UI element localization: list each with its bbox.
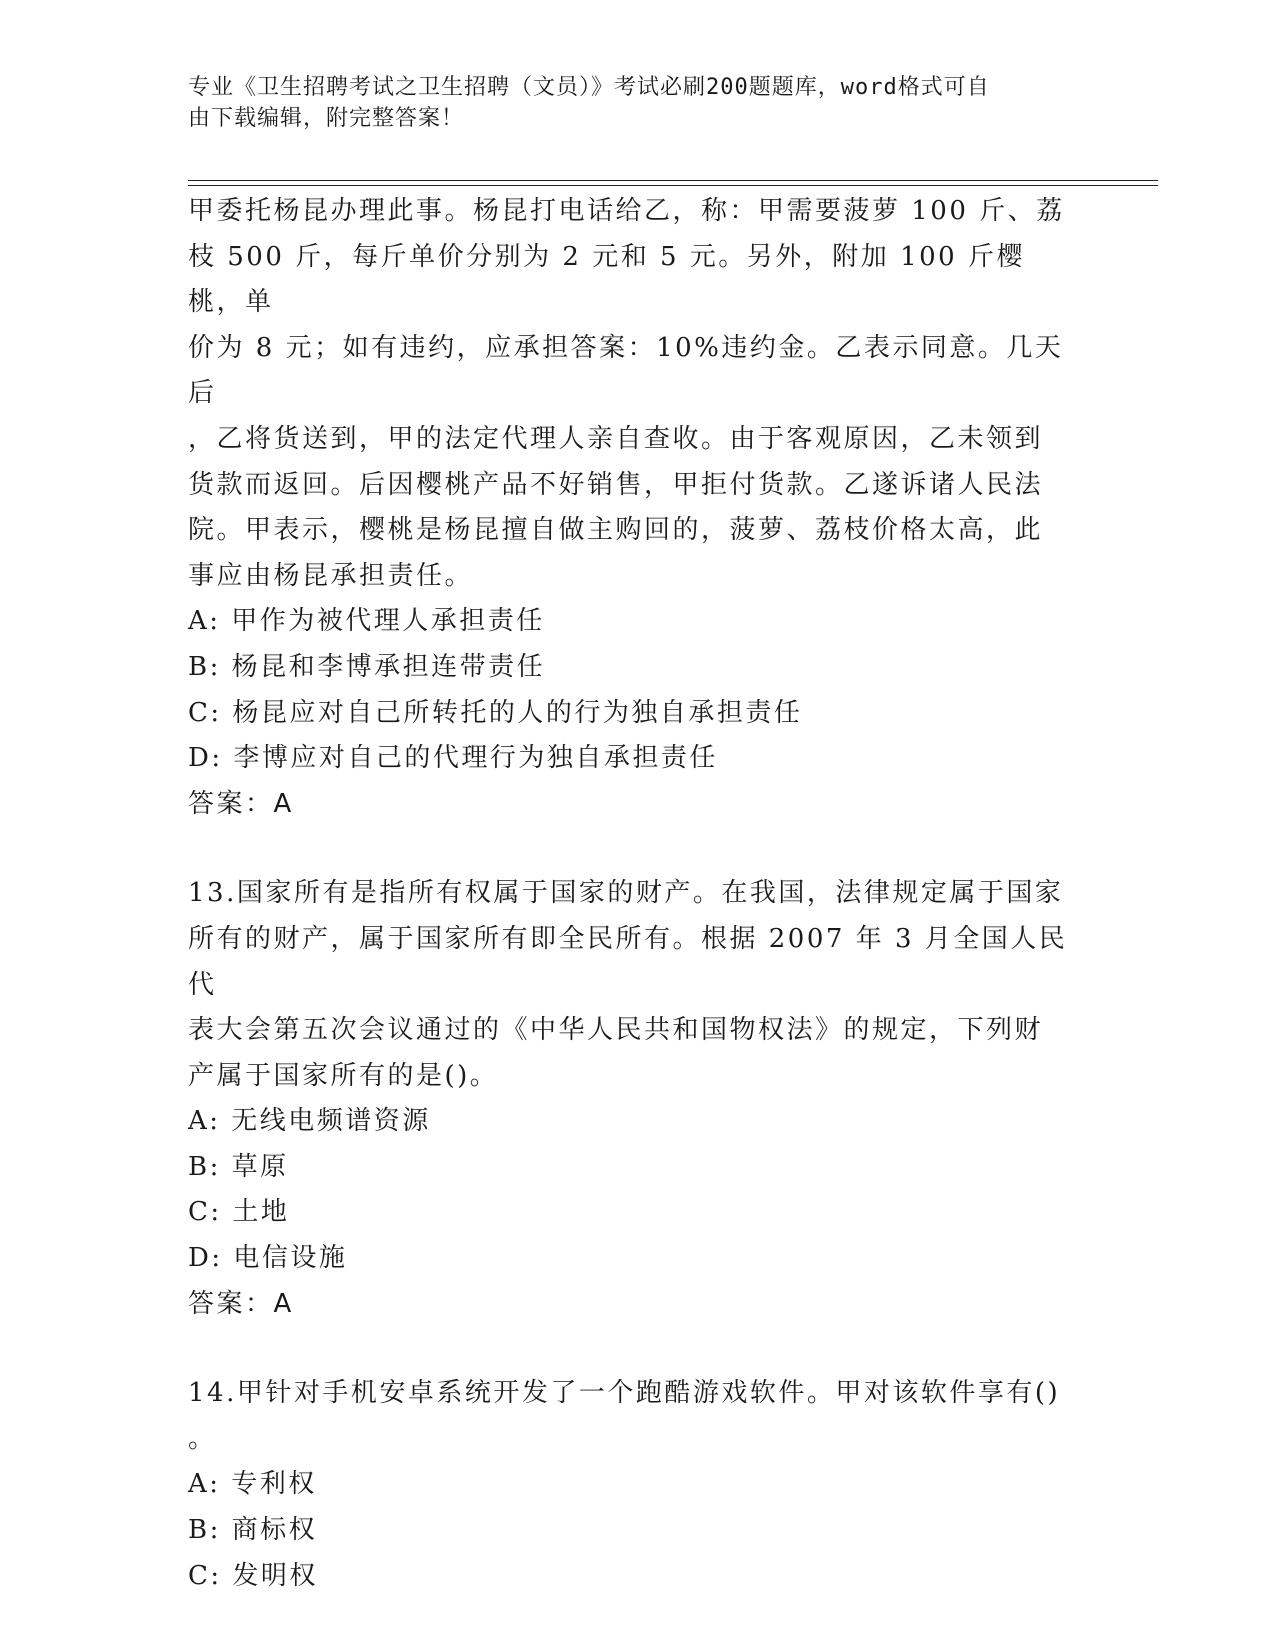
question-13 <box>188 871 1078 1327</box>
option-c: C: 杨昆应对自己所转托的人的行为独自承担责任 <box>188 697 803 728</box>
question-text-line: 甲委托杨昆办理此事。杨昆打电话给乙，称：甲需要菠萝 100 斤、荔 <box>188 196 1065 226</box>
header-rule-top <box>188 180 1158 181</box>
question-text-line: 。 <box>188 1423 217 1454</box>
question-text-line: 所有的财产，属于国家所有即全民所有。根据 2007 年 3 月全国人民代 <box>188 923 1068 1000</box>
question-text-line: 价为 8 元；如有违约，应承担答案：10%违约金。乙表示同意。几天后 <box>188 332 1064 409</box>
question-text-line: 表大会第五次会议通过的《中华人民共和国物权法》的规定，下列财 <box>188 1015 1044 1046</box>
question-text-line: 事应由杨昆承担责任。 <box>188 560 474 591</box>
option-b: B: 草原 <box>188 1151 289 1182</box>
option-a: A: 甲作为被代理人承担责任 <box>188 606 545 637</box>
question-text-line: 枝 500 斤，每斤单价分别为 2 元和 5 元。另外，附加 100 斤樱桃，单 <box>188 241 1025 318</box>
question-text-line: 13.国家所有是指所有权属于国家的财产。在我国，法律规定属于国家 <box>188 878 1064 909</box>
question-text-line: 货款而返回。后因樱桃产品不好销售，甲拒付货款。乙遂诉诸人民法 <box>188 469 1044 500</box>
answer-line: 答案：A <box>188 1288 294 1319</box>
option-c: C: 土地 <box>188 1197 290 1228</box>
option-a: A: 专利权 <box>188 1469 317 1500</box>
question-content <box>188 189 1078 1599</box>
question-text-line: 院。甲表示，樱桃是杨昆擅自做主购回的，菠萝、荔枝价格太高，此 <box>188 515 1044 546</box>
option-d: D: 电信设施 <box>188 1243 348 1274</box>
question-text-line: 14.甲针对手机安卓系统开发了一个跑酷游戏软件。甲对该软件享有() <box>188 1378 1061 1409</box>
document-header <box>188 72 1068 134</box>
option-b: B: 杨昆和李博承担连带责任 <box>188 651 546 682</box>
option-a: A: 无线电频谱资源 <box>188 1106 431 1137</box>
option-b: B: 商标权 <box>188 1515 318 1546</box>
option-d: D: 李博应对自己的代理行为独自承担责任 <box>188 743 718 774</box>
header-line-1: 专业《卫生招聘考试之卫生招聘（文员）》考试必刷200题题库，word格式可自 <box>188 75 990 100</box>
option-c: C: 发明权 <box>188 1560 318 1591</box>
spacer <box>188 827 1078 871</box>
header-line-2: 由下载编辑，附完整答案！ <box>188 106 465 131</box>
spacer <box>188 1327 1078 1371</box>
question-12 <box>188 189 1078 827</box>
question-text-line: ，乙将货送到，甲的法定代理人亲自查收。由于客观原因，乙未领到 <box>188 423 1044 454</box>
question-text-line: 产属于国家所有的是()。 <box>188 1060 499 1091</box>
answer-line: 答案：A <box>188 788 294 819</box>
header-rule-bottom <box>188 185 1158 186</box>
question-14 <box>188 1371 1078 1599</box>
